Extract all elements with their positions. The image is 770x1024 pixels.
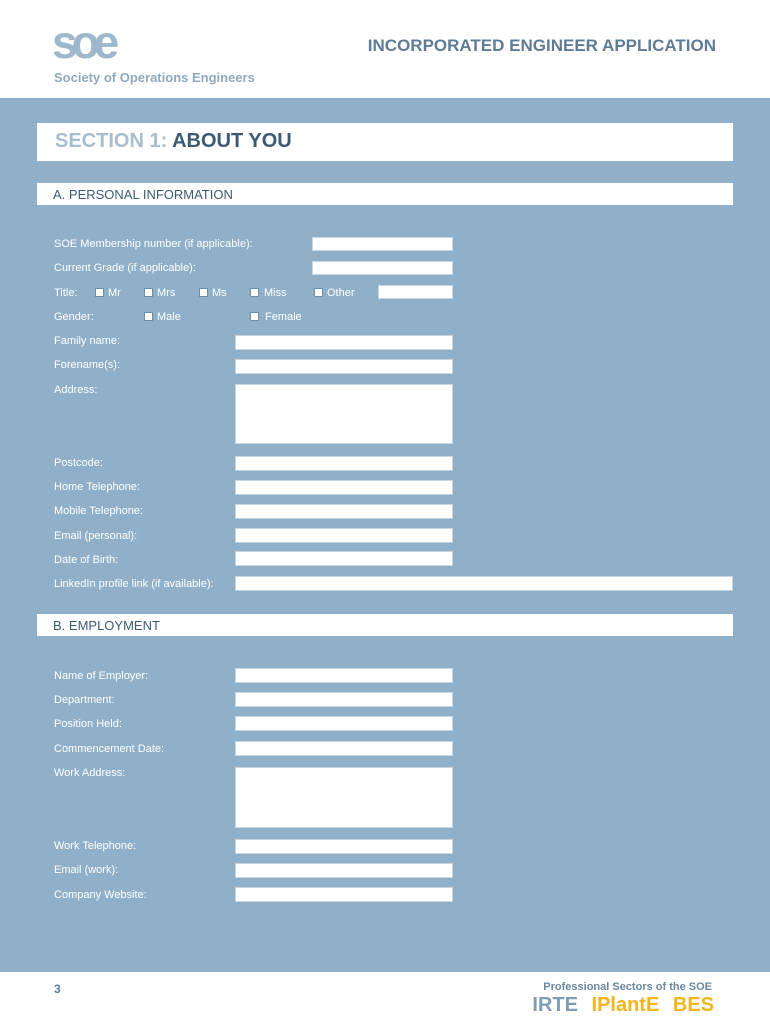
home-telephone-label: Home Telephone: [54,481,141,493]
personal-info-title: A. PERSONAL INFORMATION [53,187,233,202]
gender-male-label: Male [157,311,181,323]
work-address-label: Work Address: [54,767,126,779]
section-title [55,130,292,153]
department-label: Department: [54,694,115,706]
date-of-birth-input[interactable] [235,551,453,566]
work-telephone-input[interactable] [235,839,453,854]
company-website-input[interactable] [235,887,453,902]
position-input[interactable] [235,716,453,731]
address-label: Address: [54,384,98,396]
membership-label: SOE Membership number (if applicable): [54,238,253,250]
commencement-label: Commencement Date: [54,743,165,755]
title-miss-label: Miss [264,287,287,299]
title-ms-label: Ms [212,287,227,299]
logo-text: soe [52,22,114,64]
mobile-telephone-label: Mobile Telephone: [54,505,144,517]
membership-number-input[interactable] [312,237,453,251]
personal-email-input[interactable] [235,528,453,543]
irte-logo: IRTE [532,994,578,1016]
position-label: Position Held: [54,718,122,730]
forenames-label: Forename(s): [54,359,121,371]
postcode-label: Postcode: [54,457,103,469]
title-mr-checkbox[interactable] [95,288,104,297]
document-title: INCORPORATED ENGINEER APPLICATION [367,36,716,55]
page-header [0,0,770,98]
employment-title: B. EMPLOYMENT [53,618,160,633]
commencement-date-input[interactable] [235,741,453,756]
page-number: 3 [54,982,61,996]
company-website-label: Company Website: [54,889,147,901]
mobile-telephone-input[interactable] [235,504,453,519]
soe-logo [52,22,162,64]
address-textarea[interactable] [235,384,453,444]
title-ms-checkbox[interactable] [199,288,208,297]
title-miss-checkbox[interactable] [250,288,259,297]
gender-label: Gender: [54,311,94,323]
title-mrs-label: Mrs [157,287,176,299]
section-header [37,123,733,161]
section-name: ABOUT YOU [172,130,292,152]
bes-logo: BES [672,994,714,1016]
linkedin-input[interactable] [235,576,733,591]
forenames-input[interactable] [235,359,453,374]
employment-header [37,614,733,636]
family-name-label: Family name: [54,335,121,347]
postcode-input[interactable] [235,456,453,471]
title-other-label: Other [327,287,355,299]
title-mr-label: Mr [108,287,121,299]
gender-female-checkbox[interactable] [250,312,259,321]
work-telephone-label: Work Telephone: [54,840,137,852]
iplante-logo: IPlantE [591,994,660,1016]
title-other-input[interactable] [378,285,453,299]
sector-logos [524,994,714,1017]
work-address-textarea[interactable] [235,767,453,828]
employer-input[interactable] [235,668,453,683]
grade-label: Current Grade (if applicable): [54,262,196,274]
date-of-birth-label: Date of Birth: [54,554,119,566]
gender-female-label: Female [265,311,302,323]
section-number: SECTION 1: [55,130,168,152]
title-label: Title: [54,287,78,299]
employer-label: Name of Employer: [54,670,149,682]
title-other-checkbox[interactable] [314,288,323,297]
home-telephone-input[interactable] [235,480,453,495]
org-name: Society of Operations Engineers [54,70,255,85]
current-grade-input[interactable] [312,261,453,275]
personal-email-label: Email (personal): [54,530,138,542]
linkedin-label: LinkedIn profile link (if available): [54,578,214,590]
title-mrs-checkbox[interactable] [144,288,153,297]
work-email-label: Email (work): [54,864,119,876]
personal-info-header [37,183,733,205]
work-email-input[interactable] [235,863,453,878]
sectors-title: Professional Sectors of the SOE [543,981,712,993]
gender-male-checkbox[interactable] [144,312,153,321]
family-name-input[interactable] [235,335,453,350]
department-input[interactable] [235,692,453,707]
